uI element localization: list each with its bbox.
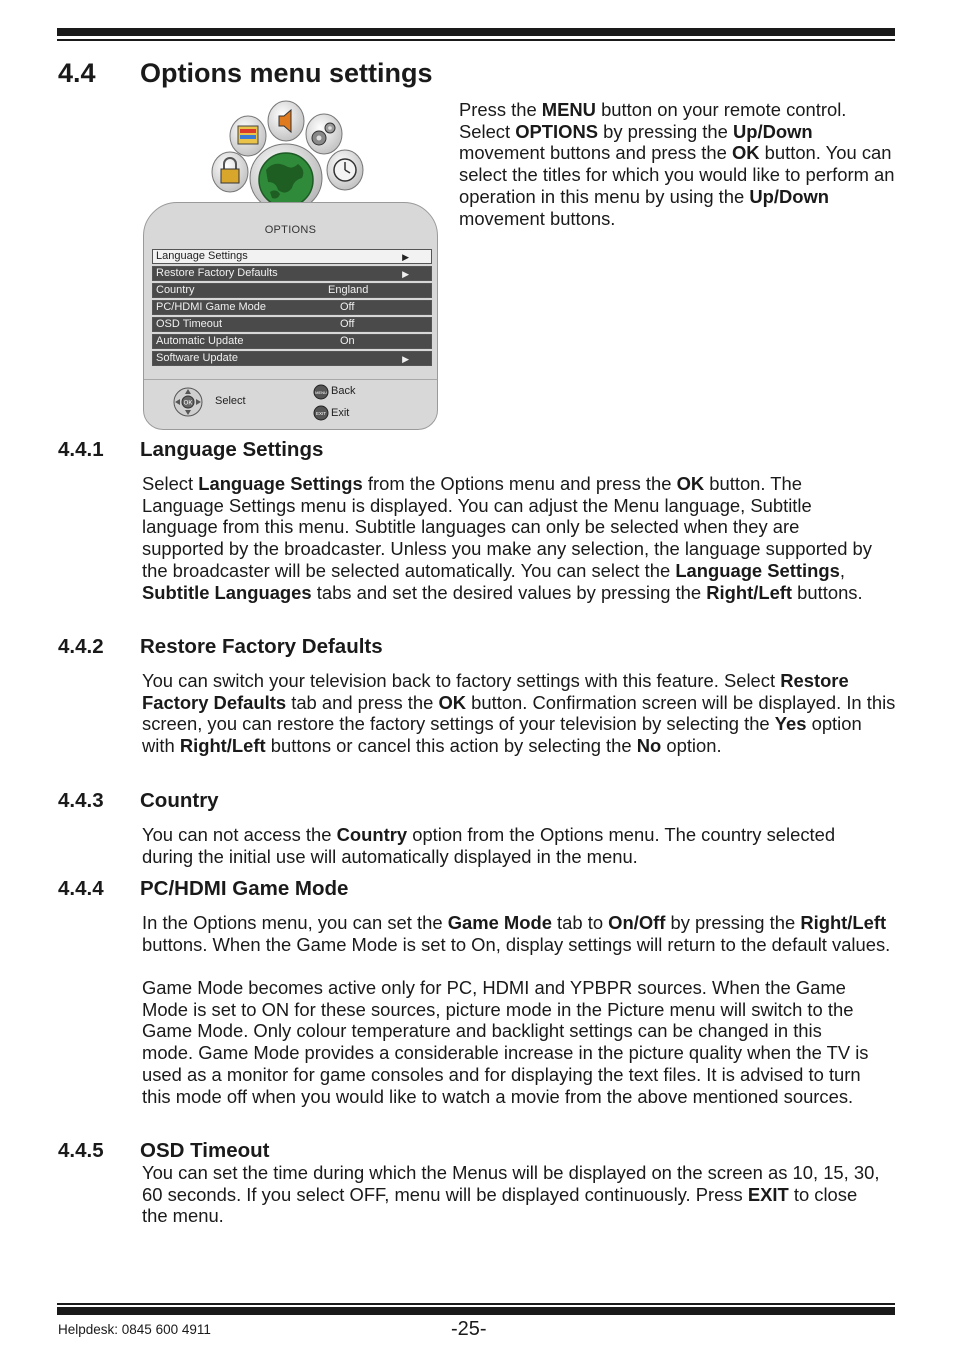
bold-text: Right/Left (706, 581, 793, 603)
settings-gears-icon (306, 114, 342, 154)
exit-key-icon (313, 405, 329, 421)
section-heading-country (58, 789, 219, 813)
section-title: Country (140, 789, 219, 812)
text: tabs and set the desired values by pressing the (311, 581, 707, 603)
helpdesk-text: Helpdesk: 0845 600 4911 (58, 1322, 211, 1337)
paragraph-game-mode-details (142, 977, 877, 1107)
text: movement buttons and press the (459, 142, 732, 164)
section-title: Language Settings (140, 438, 324, 461)
text: You can switch your television back to factory settings with this feature. Select (142, 670, 781, 691)
text: Select (142, 473, 199, 494)
bold-text: On/Off (608, 912, 666, 933)
text: buttons. (792, 581, 863, 603)
text: Press the (459, 99, 542, 120)
bold-text: Country (336, 824, 408, 845)
bold-text: MENU (541, 99, 596, 120)
paragraph-country (142, 824, 842, 867)
text: from the Options menu and press the (362, 473, 677, 494)
text: button. The Language Settings menu is displayed. You can adjust the Menu language, Subtitle language from this menu. Subtitle languages can only be selected when they are supported by the broadcaster. Unless you make any selection, the language supported by the broadcaster will be selected automatically. You can select the (142, 473, 872, 581)
section-heading-osd-timeout (58, 1139, 269, 1163)
menu-row-country[interactable] (152, 283, 432, 298)
text: button. You can select the titles for which you would like to perform an operation in this menu by using the (459, 142, 895, 207)
menu-row-value: England (328, 284, 369, 296)
page-title (58, 58, 433, 89)
text: option from the Options menu. The country selected during the initial use will automatically displayed in the menu. (142, 824, 836, 867)
menu-row-label: Restore Factory Defaults (156, 267, 278, 279)
picture-icon (230, 116, 266, 156)
menu-key-label: MENU (315, 390, 327, 395)
lock-icon (212, 152, 248, 192)
bold-text: EXIT (747, 1183, 789, 1205)
menu-row-pc-hdmi-game-mode[interactable] (152, 300, 432, 315)
text: You can set the time during which the Menus will be displayed on the screen as 10, 15, 30, 60 seconds. If you select OFF, menu will be displayed continuously. Press (142, 1162, 880, 1205)
options-menu-panel (143, 202, 438, 430)
bold-text: OK (731, 142, 760, 164)
menu-row-language-settings[interactable] (152, 249, 432, 264)
bold-text: No (636, 735, 662, 757)
timer-clock-icon (327, 150, 363, 190)
text: buttons. When the Game Mode is set to On, display settings will return to the default values. (142, 933, 891, 955)
header-rule-thick (57, 28, 895, 36)
bold-text: Game Mode (447, 912, 552, 933)
menu-key-icon (313, 384, 329, 400)
menu-row-value: Off (340, 318, 355, 330)
section-number: 4.4.4 (58, 877, 104, 900)
text: In the Options menu, you can set the (142, 912, 448, 933)
select-hint: Select (215, 395, 246, 407)
options-menu-figure (140, 100, 440, 432)
bold-text: Up/Down (732, 120, 813, 142)
text: tab to (551, 912, 609, 933)
text: movement buttons. (459, 207, 616, 229)
section-number: 4.4.3 (58, 789, 104, 812)
section-title: PC/HDMI Game Mode (140, 877, 349, 900)
bold-text: Restore Factory Defaults (142, 670, 849, 713)
intro-paragraph (459, 99, 899, 229)
text: by pressing the (598, 120, 733, 142)
bold-text: Up/Down (749, 185, 830, 207)
section-number: 4.4.1 (58, 438, 104, 461)
section-heading-pc-hdmi-game-mode (58, 877, 348, 901)
section-heading-restore-factory-defaults (58, 635, 383, 659)
bold-text: OK (438, 691, 467, 713)
section-title: Options menu settings (140, 58, 433, 88)
menu-row-label: Automatic Update (156, 335, 244, 347)
paragraph-restore-factory-defaults (142, 670, 898, 757)
back-hint: Back (331, 385, 356, 397)
text: button on your remote control. Select (459, 99, 847, 142)
bold-text: OK (676, 473, 705, 494)
paragraph-language-settings (142, 473, 882, 603)
right-arrow-icon: ▶ (402, 269, 409, 279)
menu-row-label: Country (156, 284, 195, 296)
text: option with (142, 713, 862, 757)
paragraph-pc-hdmi-game-mode (142, 912, 898, 955)
exit-key-label: EXIT (315, 411, 327, 416)
exit-hint: Exit (331, 407, 350, 419)
text: option. (661, 735, 722, 757)
page-number: -25- (451, 1318, 487, 1340)
text: tab and press the (286, 691, 439, 713)
paragraph-osd-timeout (142, 1162, 887, 1227)
menu-row-software-update[interactable] (152, 351, 432, 366)
menu-row-label: PC/HDMI Game Mode (156, 301, 267, 313)
section-title: OSD Timeout (140, 1139, 270, 1162)
bold-text: Yes (774, 713, 807, 735)
header-rule-thin (57, 39, 895, 41)
right-arrow-icon: ▶ (402, 252, 409, 262)
bold-text: Right/Left (800, 912, 887, 933)
bold-text: OPTIONS (515, 120, 599, 142)
ok-key-label: OK (183, 400, 193, 407)
dpad-ok-icon (172, 386, 204, 418)
sound-icon (268, 101, 304, 141)
bold-text: Subtitle Languages (142, 581, 312, 603)
text: button. Confirmation screen will be displayed. In this screen, you can restore the factory settings of your television by selecting the (142, 691, 896, 735)
section-number: 4.4.2 (58, 635, 104, 658)
text: buttons or cancel this action by selecting the (265, 735, 637, 757)
text: , (839, 559, 845, 581)
section-heading-language-settings (58, 438, 323, 462)
menu-divider (144, 379, 437, 380)
menu-row-value: Off (340, 301, 355, 313)
menu-row-automatic-update[interactable] (152, 334, 432, 349)
footer-rule-thin (57, 1303, 895, 1305)
options-menu-title: OPTIONS (264, 224, 317, 236)
footer-rule-thick (57, 1307, 895, 1315)
menu-row-value: On (340, 335, 355, 347)
text: Game Mode becomes active only for PC, HDMI and YPBPR sources. When the Game Mode is set to ON for these sources, picture mode in the Picture menu will switch to the Game Mode. Only colour temperature and backlight settings can be changed in this mode. Game Mode provides a considerable increase in the picture quality when the TV is used as a monitor for game consoles and for displaying the text files. It is advised to turn this mode off when you would like to watch a movie from the above mentioned sources. (142, 977, 869, 1107)
text: to close the menu. (142, 1183, 858, 1227)
menu-row-osd-timeout[interactable] (152, 317, 432, 332)
menu-row-label: Software Update (156, 352, 238, 364)
bold-text: Language Settings (198, 473, 363, 494)
menu-row-label: OSD Timeout (156, 318, 223, 330)
section-number: 4.4 (58, 58, 96, 88)
bold-text: Language Settings (675, 559, 840, 581)
section-number: 4.4.5 (58, 1139, 104, 1162)
text: by pressing the (665, 912, 801, 933)
right-arrow-icon: ▶ (402, 354, 409, 364)
text: You can not access the (142, 824, 337, 845)
bold-text: Right/Left (179, 735, 266, 757)
menu-row-restore-factory-defaults[interactable] (152, 266, 432, 281)
section-title: Restore Factory Defaults (140, 635, 383, 658)
menu-row-label: Language Settings (156, 250, 248, 262)
